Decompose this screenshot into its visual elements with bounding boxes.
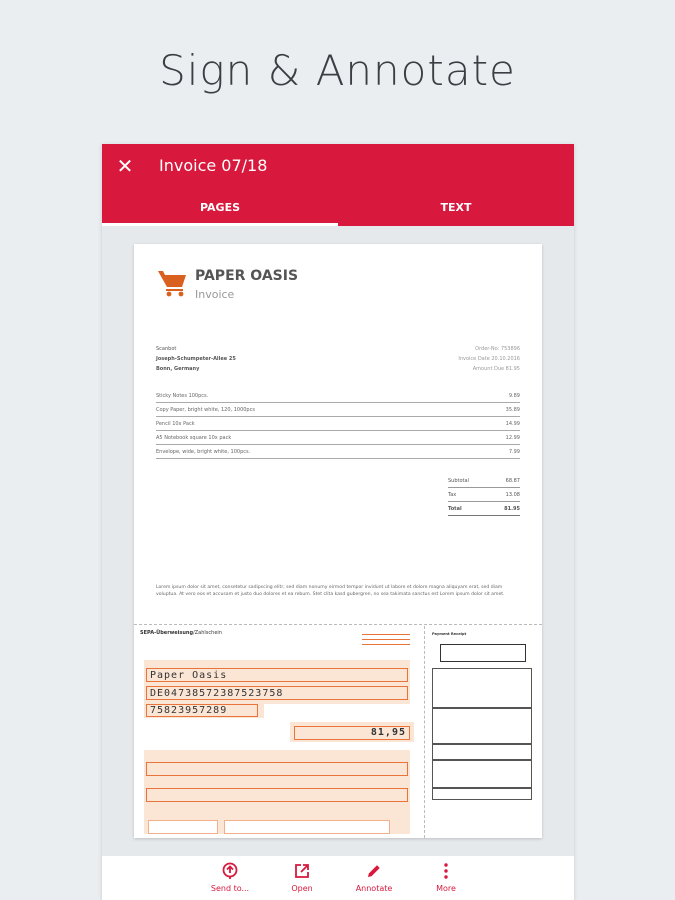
amount-value: 81,95 (370, 727, 406, 738)
pencil-icon (365, 862, 383, 880)
total-value: 81.95 (504, 505, 520, 512)
sepa-transfer-form (140, 630, 418, 835)
line-item (156, 389, 520, 403)
address-line: Bonn, Germany (156, 366, 200, 372)
open-label: Open (291, 884, 313, 893)
total-label: Subtotal (448, 477, 469, 484)
receipt-title: Payment Receipt (432, 632, 467, 636)
total-label: Total (448, 505, 462, 512)
receipt-amount (432, 744, 532, 760)
bic-value: 75823957289 (150, 705, 228, 716)
amount-due: Amount Due 81.95 (472, 366, 520, 372)
brand-name: PAPER OASIS (195, 268, 299, 284)
item-name: Pencil 10x Pack (156, 420, 195, 427)
document-title: Invoice 07/18 (159, 156, 268, 175)
open-external-icon (293, 862, 311, 880)
sepa-title-text: SEPA-Überweisung (140, 630, 194, 636)
app-window (102, 144, 574, 900)
item-price: 35.89 (505, 406, 520, 413)
more-vertical-icon (437, 862, 455, 880)
receipt-sender (432, 760, 532, 788)
total-value: 68.87 (505, 477, 520, 484)
open-button[interactable] (266, 856, 338, 900)
shopping-cart-icon (156, 266, 188, 298)
subtotal-row (448, 474, 520, 488)
more-label: More (436, 884, 456, 893)
tab-text[interactable]: TEXT (440, 201, 472, 214)
iban-value: DE04738572387523758 (150, 688, 284, 699)
perforation-line (424, 626, 425, 838)
receipt-iban (432, 708, 532, 744)
invoice-meta (458, 344, 520, 374)
perforation-line (134, 624, 542, 625)
line-item (156, 431, 520, 445)
send-to-button[interactable] (194, 856, 266, 900)
receipt-box (440, 644, 526, 662)
item-price: 9.89 (508, 392, 520, 399)
app-bar (102, 144, 574, 226)
purpose-field[interactable] (146, 762, 408, 776)
send-to-icon (221, 862, 239, 880)
payment-receipt (430, 630, 536, 835)
receipt-date (432, 788, 532, 800)
item-price: 12.99 (505, 434, 520, 441)
totals-block (448, 474, 520, 516)
address-line: Scanbot (156, 346, 177, 352)
more-button[interactable] (410, 856, 482, 900)
address-line: Joseph-Schumpeter-Allee 25 (156, 356, 236, 362)
total-label: Tax (448, 491, 457, 498)
account-field[interactable] (146, 788, 408, 802)
payee-value: Paper Oasis (150, 670, 228, 681)
line-item (156, 417, 520, 431)
item-price: 14.99 (505, 420, 520, 427)
receipt-recipient (432, 668, 532, 708)
item-name: Sticky Notes 100pcs. (156, 392, 209, 399)
invoice-date: Invoice Date 20.10.2016 (458, 356, 520, 362)
lorem-paragraph: Lorem ipsum dolor sit amet, consetetur sadipscing elitr, sed diam nonumy eirmod tempor invidunt ut labore et dolore magna aliquyam erat, sed diam voluptua. At vero eos et accusam et justo duo dolores et ea rebum. Stet clita kasd gubergren, no sea takimata sanctus est Lorem ipsum dolor sit amet. (156, 585, 505, 597)
address-block (156, 344, 236, 374)
tab-bar (102, 196, 574, 226)
sepa-title (140, 630, 222, 636)
total-value: 13.08 (505, 491, 520, 498)
line-item (156, 403, 520, 417)
headline: Sign & Annotate (159, 46, 516, 95)
line-items (156, 389, 520, 459)
send-to-label: Send to... (210, 884, 250, 893)
bottom-action-bar (102, 856, 574, 900)
item-price: 7.99 (508, 448, 520, 455)
sepa-note (362, 632, 410, 647)
order-number: Order-No: 753896 (475, 346, 520, 352)
signature-field[interactable] (224, 820, 390, 834)
document-page[interactable] (134, 244, 542, 838)
sepa-title-suffix: /Zahlschein (193, 630, 222, 636)
annotate-label: Annotate (355, 884, 393, 893)
tax-row (448, 488, 520, 502)
item-name: Envelope, wide, bright white, 100pcs. (156, 448, 251, 455)
item-name: Copy Paper, bright white, 120, 1000pcs (156, 406, 255, 413)
date-field[interactable] (148, 820, 218, 834)
annotate-button[interactable] (338, 856, 410, 900)
close-icon[interactable]: ✕ (116, 154, 134, 178)
tab-pages[interactable]: PAGES (102, 196, 338, 226)
document-type: Invoice (195, 288, 235, 301)
total-row (448, 502, 520, 516)
item-name: A5 Notebook square 10x pack (156, 434, 232, 441)
line-item (156, 445, 520, 459)
